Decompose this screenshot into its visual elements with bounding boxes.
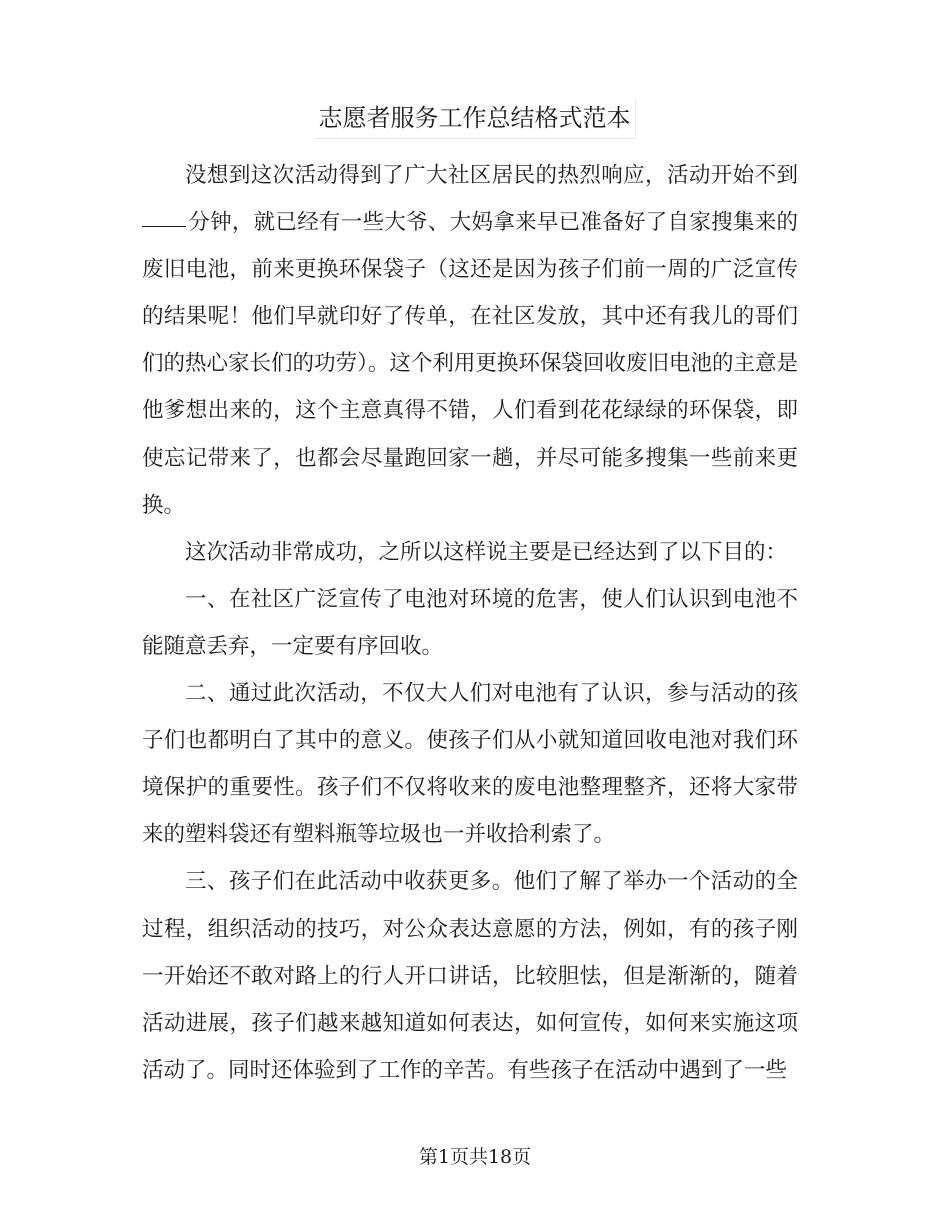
document-title — [0, 98, 950, 139]
paragraph-1-part-a: 没想到这次活动得到了广大社区居民的热烈响应，活动开始不到 — [185, 163, 798, 188]
page-number: 第1页共18页 — [418, 1146, 532, 1168]
fill-in-blank — [142, 225, 186, 227]
document-body — [142, 152, 798, 1094]
paragraph-5: 三、孩子们在此活动中收获更多。他们了解了举办一个活动的全过程，组织活动的技巧，对公众表达意愿的方法，例如，有的孩子刚一开始还不敢对路上的行人开口讲话，比较胆怯，但是渐渐的，随着活动进展，孩子们越来越知道如何表达，如何宣传，如何来实施这项活动了。同时还体验到了工作的辛苦。有些孩子在活动中遇到了一些 — [142, 869, 798, 1083]
paragraph-3: 一、在社区广泛宣传了电池对环境的危害，使人们认识到电池不能随意丢弃，一定要有序回收。 — [142, 586, 798, 659]
document-title-text: 志愿者服务工作总结格式范本 — [315, 98, 636, 139]
paragraph-1 — [142, 152, 798, 529]
paragraph-4: 二、通过此次活动，不仅大人们对电池有了认识，参与活动的孩子们也都明白了其中的意义。使孩子们从小就知道回收电池对我们环境保护的重要性。孩子们不仅将收来的废电池整理整齐，还将大家带来的塑料袋还有塑料瓶等垃圾也一并收拾利索了。 — [142, 681, 798, 848]
paragraph-1-part-b: 分钟，就已经有一些大爷、大妈拿来早已准备好了自家搜集来的废旧电池，前来更换环保袋子（这还是因为孩子们前一周的广泛宣传的结果呢！他们早就印好了传单，在社区发放，其中还有我儿的哥们们的热心家长们的功劳）。这个利用更换环保袋回收废旧电池的主意是他爹想出来的，这个主意真得不错，人们看到花花绿绿的环保袋，即使忘记带来了，也都会尽量跑回家一趟，并尽可能多搜集一些前来更换。 — [142, 210, 798, 518]
paragraph-2: 这次活动非常成功，之所以这样说主要是已经达到了以下目的： — [185, 539, 788, 565]
